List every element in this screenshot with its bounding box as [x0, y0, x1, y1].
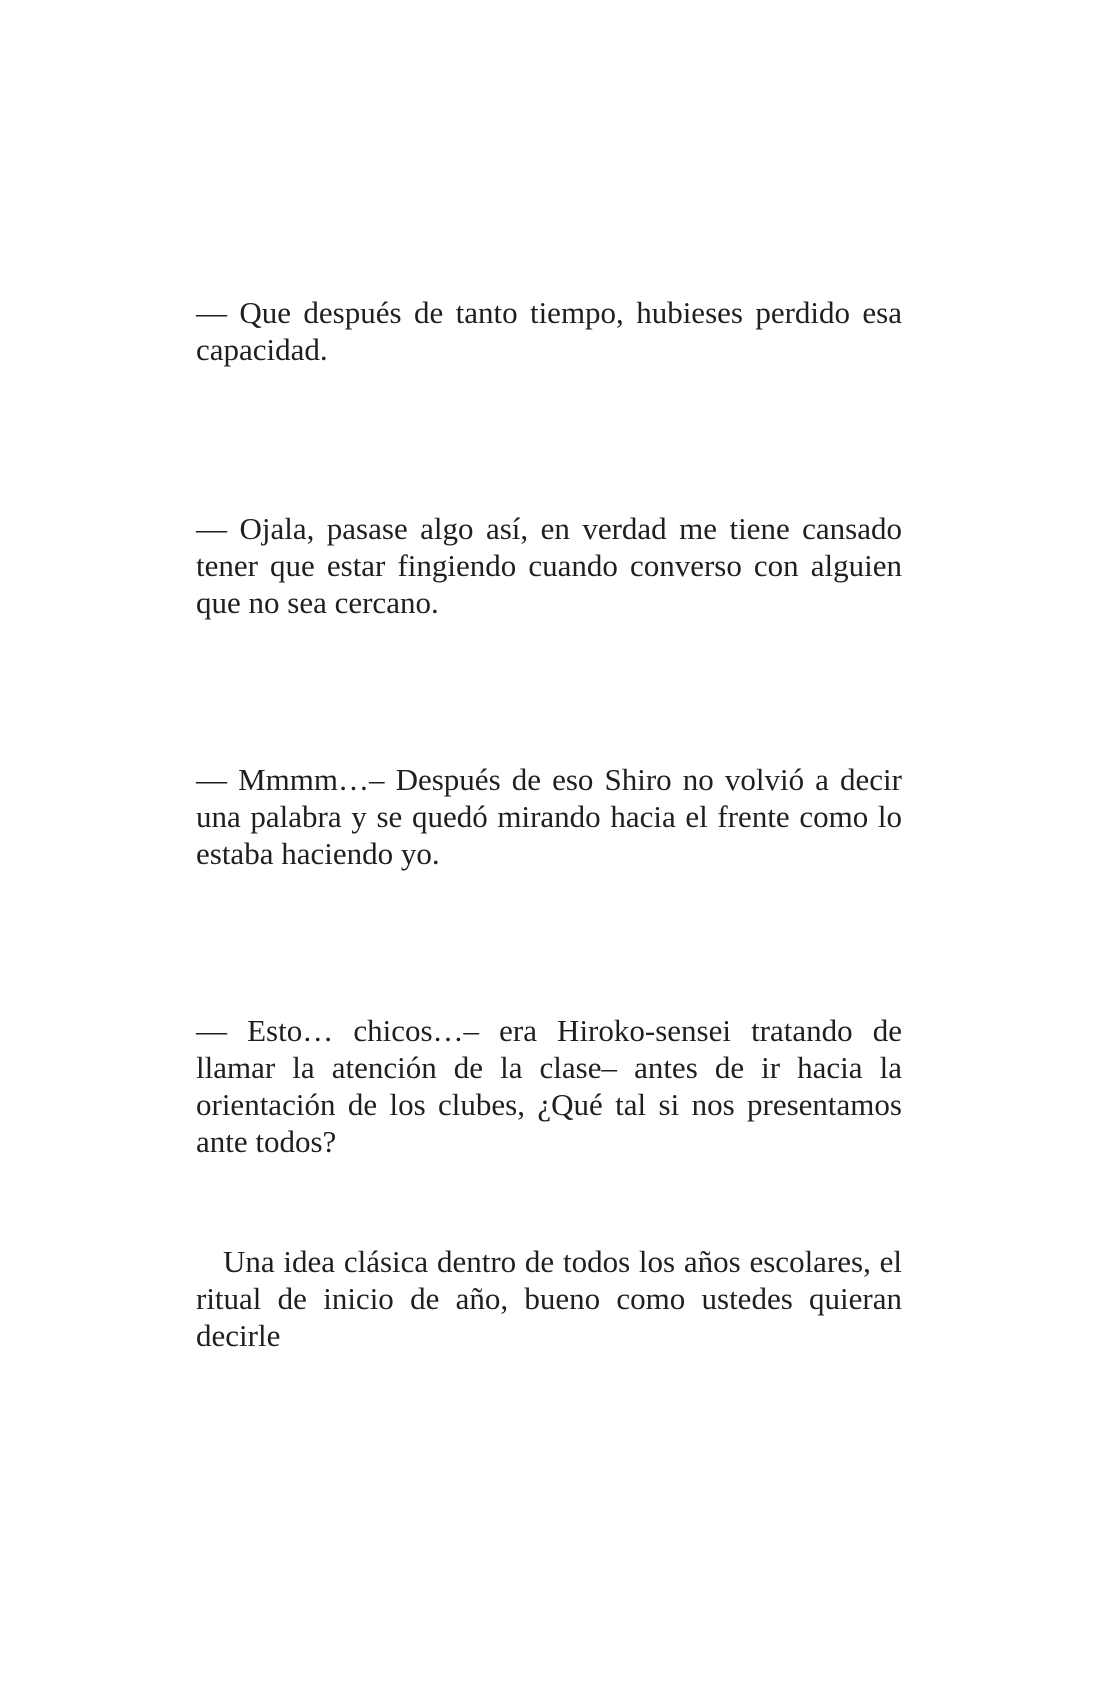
- dialogue-paragraph-1: — Que después de tanto tiempo, hubieses perdido esa capacidad.: [196, 295, 902, 367]
- dialogue-paragraph-4: — Esto… chicos…– era Hiroko-sensei tratando de llamar la atención de la clase– antes de ir hacia la orientación de los clubes, ¿Qué tal si nos presentamos ante todos?: [196, 1013, 902, 1159]
- dialogue-paragraph-2: — Ojala, pasase algo así, en verdad me tiene cansado tener que estar fingiendo cuando converso con alguien que no sea cercano.: [196, 511, 902, 620]
- dialogue-paragraph-3: — Mmmm…– Después de eso Shiro no volvió a decir una palabra y se quedó mirando hacia el frente como lo estaba haciendo yo.: [196, 762, 902, 871]
- narration-paragraph: Una idea clásica dentro de todos los años escolares, el ritual de inicio de año, bueno como ustedes quieran decirle: [196, 1244, 902, 1353]
